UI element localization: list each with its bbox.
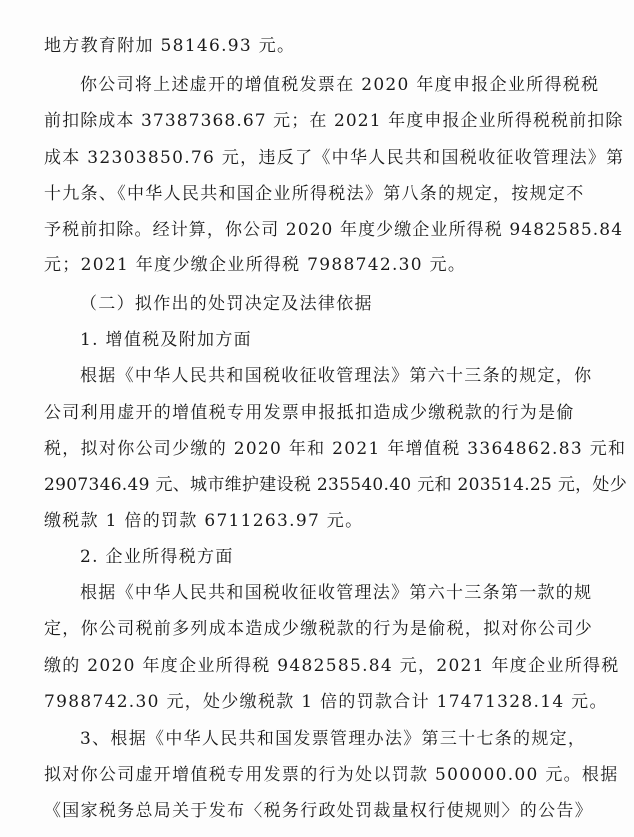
subsection-heading: 2. 企业所得税方面 (80, 547, 234, 567)
paragraph-line: 前扣除成本 37387368.67 元；在 2021 年度申报企业所得税税前扣除 (44, 111, 624, 131)
paragraph-line: 根据《中华人民共和国税收征收管理法》第六十三条第一款的规 (80, 583, 593, 603)
paragraph-line: 根据《中华人民共和国税收征收管理法》第六十三条的规定，你 (80, 366, 593, 386)
paragraph-line: 成本 32303850.76 元，违反了《中华人民共和国税收征收管理法》第 (44, 148, 625, 168)
paragraph-line: 《国家税务总局关于发布〈税务行政处罚裁量权行使规则〉的公告》 (44, 801, 593, 821)
paragraph-line: 公司利用虚开的增值税专用发票申报抵扣造成少缴税款的行为是偷 (44, 403, 575, 423)
paragraph-line: 2907346.49 元、城市维护建设税 235540.40 元和 203514.25 元，处少 (44, 475, 628, 495)
paragraph-line: 你公司将上述虚开的增值税发票在 2020 年度申报企业所得税税 (80, 75, 600, 95)
paragraph-line: 十九条、《中华人民共和国企业所得税法》第八条的规定，按规定不 (44, 184, 585, 204)
paragraph-line: 7988742.30 元，处少缴税款 1 倍的罚款合计 17471328.14 元。 (44, 692, 608, 712)
paragraph-line: 缴税款 1 倍的罚款 6711263.97 元。 (44, 511, 364, 531)
paragraph-line: 地方教育附加 58146.93 元。 (44, 36, 296, 56)
subsection-heading: 1. 增值税及附加方面 (80, 330, 252, 350)
paragraph-line: 予税前扣除。经计算，你公司 2020 年度少缴企业所得税 9482585.84 (44, 220, 624, 240)
paragraph-line: 缴的 2020 年度企业所得税 9482585.84 元，2021 年度企业所得税 (44, 656, 620, 676)
section-heading: （二）拟作出的处罚决定及法律依据 (80, 294, 373, 314)
paragraph-line: 拟对你公司虚开增值税专用发票的行为处以罚款 500000.00 元。根据 (44, 765, 619, 785)
paragraph-line: 定，你公司税前多列成本造成少缴税款的行为是偷税，拟对你公司少 (44, 619, 593, 639)
paragraph-line: 税，拟对你公司少缴的 2020 年和 2021 年增值税 3364862.83 元和 (44, 439, 627, 459)
paragraph-line: 元；2021 年度少缴企业所得税 7988742.30 元。 (44, 255, 467, 275)
paragraph-line: 3、根据《中华人民共和国发票管理办法》第三十七条的规定， (80, 729, 587, 749)
